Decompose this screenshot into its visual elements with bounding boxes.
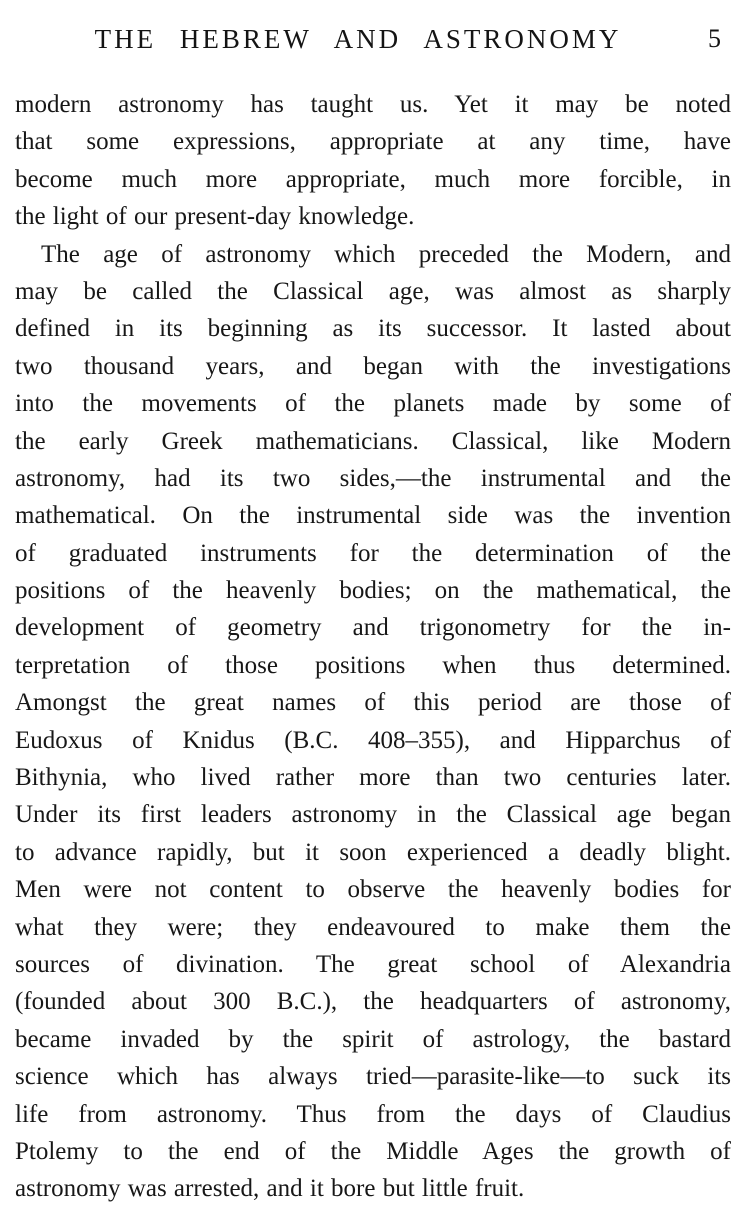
text-line: Ptolemy to the end of the Middle Ages the growth of (15, 1137, 731, 1165)
text-line: Amongst the great names of this period are those of (15, 689, 731, 717)
page-title: THE HEBREW AND ASTRONOMY (94, 24, 622, 54)
paragraph (15, 86, 731, 236)
paragraphs-container (15, 86, 731, 1208)
running-header (15, 22, 731, 62)
text-line: that some expressions, appropriate at any time, have (15, 128, 731, 156)
text-line: two thousand years, and began with the investigations (15, 352, 731, 380)
text-line: life from astronomy. Thus from the days of Claudius (15, 1100, 731, 1128)
page-body (15, 86, 731, 1208)
text-line: terpretation of those positions when thus determined. (15, 651, 731, 679)
text-line: what they were; they endeavoured to make them the (15, 913, 731, 941)
text-line: Men were not content to observe the heavenly bodies for (15, 876, 731, 904)
text-line: became invaded by the spirit of astrology, the bastard (15, 1025, 731, 1053)
paragraph (15, 236, 731, 1208)
page-number: 5 (708, 24, 721, 53)
text-line: positions of the heavenly bodies; on the mathematical, the (15, 577, 731, 605)
text-line: defined in its beginning as its successor. It lasted about (15, 315, 731, 343)
text-line: Bithynia, who lived rather more than two centuries later. (15, 764, 731, 792)
text-line: science which has always tried—parasite-like—to suck its (15, 1063, 731, 1091)
text-line: Under its first leaders astronomy in the Classical age began (15, 801, 731, 829)
text-line: astronomy, had its two sides,—the instrumental and the (15, 464, 731, 492)
text-line: into the movements of the planets made by some of (15, 390, 731, 418)
text-line: the light of our present-day knowledge. (15, 203, 415, 231)
text-line: mathematical. On the instrumental side was the invention (15, 502, 731, 530)
text-line: the early Greek mathematicians. Classical, like Modern (15, 427, 731, 455)
text-line: development of geometry and trigonometry for the in- (15, 614, 731, 642)
text-line: modern astronomy has taught us. Yet it may be noted (15, 91, 731, 118)
text-line: sources of divination. The great school of Alexandria (15, 950, 731, 978)
text-line: (founded about 300 B.C.), the headquarters of astronomy, (15, 988, 731, 1016)
text-line: of graduated instruments for the determination of the (15, 539, 731, 567)
text-line: astronomy was arrested, and it bore but little fruit. (15, 1175, 525, 1203)
text-line: to advance rapidly, but it soon experienced a deadly blight. (15, 838, 731, 866)
text-line: may be called the Classical age, was almost as sharply (15, 277, 731, 305)
text-line: become much more appropriate, much more forcible, in (15, 165, 731, 193)
text-line: Eudoxus of Knidus (B.C. 408–355), and Hipparchus of (15, 726, 731, 754)
text-line: The age of astronomy which preceded the Modern, and (41, 240, 731, 268)
